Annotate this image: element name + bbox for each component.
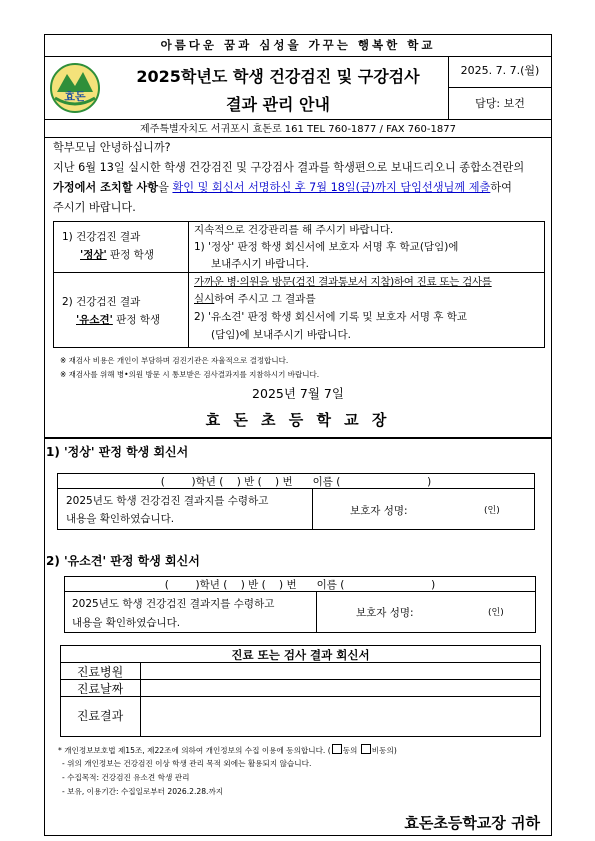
abnormal-label: '유소견' 판정 학생 (76, 314, 161, 326)
signature-date: 2025년 7월 7일 (252, 386, 344, 401)
note: ※ 재검사 비용은 개인이 부담하며 검진기관은 자율적으로 결정합니다. (60, 356, 289, 365)
letter-line-3: 주시기 바랍니다. (53, 201, 136, 214)
hospital-field[interactable] (141, 663, 539, 678)
treatment-date-field[interactable] (141, 680, 539, 695)
privacy-consent: * 개인정보보호법 제15조, 제22조에 의하여 개인정보의 수집 이용에 동의합니다. ( 동의 비동의) (58, 746, 397, 755)
page-title: 2025학년도 학생 건강검진 및 구강검사 (136, 67, 420, 86)
charge-person: 담당: 보건 (475, 97, 525, 110)
divider (188, 221, 189, 348)
student-info-line[interactable]: ( )학년 ( ) 반 ( ) 번 이름 ( ) (164, 579, 436, 591)
closing-addressee: 효돈초등학교장 귀하 (404, 814, 540, 832)
school-motto: 아름다운 꿈과 심성을 가꾸는 행복한 학교 (160, 38, 436, 52)
greeting: 학부모님 안녕하십니까? (53, 141, 171, 154)
section-heading: 2) '유소견' 판정 학생 회신서 (46, 554, 200, 568)
divider (448, 87, 552, 88)
normal-label: '정상' 판정 학생 (80, 249, 154, 261)
note: ※ 재검사를 위해 병•의원 방문 시 통보받은 검사결과지를 지참하시기 바랍니다. (60, 370, 320, 379)
school-logo-icon (49, 62, 101, 114)
page-subtitle: 결과 관리 안내 (226, 95, 330, 114)
divider (312, 488, 313, 530)
letter-line-2: 가정에서 조치할 사항을 확인 및 회신서 서명하신 후 7월 18일(금)까지 담임선생님께 제출하여 (53, 181, 512, 194)
seal-mark[interactable]: (인) (488, 608, 504, 618)
row-label-hospital: 진료병원 (76, 665, 124, 679)
svg-text:효돈: 효돈 (64, 90, 86, 103)
seal-mark[interactable]: (인) (484, 506, 500, 516)
action-label: 가정에서 조치할 사항 (53, 181, 159, 194)
row-label-result: 진료결과 (76, 709, 124, 723)
school-address: 제주특별자치도 서귀포시 효돈로 161 TEL 760-1877 / FAX 760-1877 (140, 124, 456, 135)
treatment-result-field[interactable] (141, 697, 539, 736)
student-info-line[interactable]: ( )학년 ( ) 반 ( ) 번 이름 ( ) (160, 476, 432, 488)
guardian-name-label: 보호자 성명: (350, 505, 408, 517)
issue-date: 2025. 7. 7.(월) (460, 64, 540, 77)
letter-line-1: 지난 6월 13일 실시한 학생 건강검진 및 구강검사 결과를 학생편으로 보내드리오니 종합소견란의 (53, 161, 525, 174)
divider (44, 56, 552, 57)
principal-title: 효 돈 초 등 학 교 장 (205, 411, 391, 429)
divider (316, 591, 317, 633)
cut-line (44, 437, 552, 439)
row-label-date: 진료날짜 (76, 682, 124, 696)
agree-checkbox[interactable] (332, 744, 342, 754)
guardian-name-label: 보호자 성명: (356, 607, 414, 619)
deadline-text: 확인 및 회신서 서명하신 후 7월 18일(금)까지 담임선생님께 제출 (172, 181, 491, 194)
disagree-checkbox[interactable] (361, 744, 371, 754)
treatment-table-title: 진료 또는 검사 결과 회신서 (231, 648, 370, 662)
section-heading: 1) '정상' 판정 학생 회신서 (46, 445, 189, 459)
